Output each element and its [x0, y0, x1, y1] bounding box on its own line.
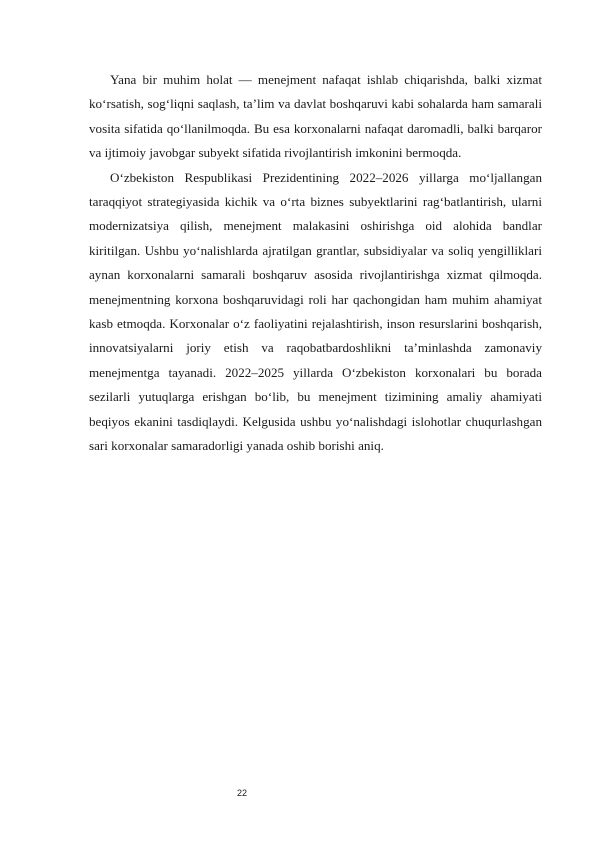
paragraph-2: O‘zbekiston Respublikasi Prezidentining 2022–2026 yillarga mo‘ljallangan taraqqiyot strategiyasida kichik va o‘rta biznes subyektlarini rag‘batlantirish, ularni modernizatsiya qilish, menejment malakasini oshirishga oid alohida bandlar kiritilgan. Ushbu yo‘nalishlarda ajratilgan grantlar, subsidiyalar va soliq yengilliklari aynan korxonalarni samarali boshqaruv asosida rivojlantirishga xizmat qilmoqda. menejmentning korxona boshqaruvidagi roli har qachongidan ham muhim ahamiyat kasb etmoqda. Korxonalar o‘z faoliyatini rejalashtirish, inson resurslarini boshqarish, innovatsiyalarni joriy etish va raqobatbardoshlikni ta’minlashda zamonaviy menejmentga tayanadi. 2022–2025 yillarda O‘zbekiston korxonalari bu borada sezilarli yutuqlarga erishgan bo‘lib, bu menejment tizimining amaliy ahamiyati beqiyos ekanini tasdiqlaydi. Kelgusida ushbu yo‘nalishdagi islohotlar chuqurlashgan sari korxonalar samaradorligi yanada oshib borishi aniq. [89, 169, 542, 454]
paragraph-1: Yana bir muhim holat — menejment nafaqat ishlab chiqarishda, balki xizmat ko‘rsatish, sog‘liqni saqlash, ta’lim va davlat boshqaruvi kabi sohalarda ham samarali vosita sifatida qo‘llanilmoqda. Bu esa korxonalarni nafaqat daromadli, balki barqaror va ijtimoiy javobgar subyekt sifatida rivojlantirish imkonini bermoqda. [89, 72, 542, 161]
page-number: 22 [236, 788, 247, 798]
body-text [89, 68, 542, 459]
